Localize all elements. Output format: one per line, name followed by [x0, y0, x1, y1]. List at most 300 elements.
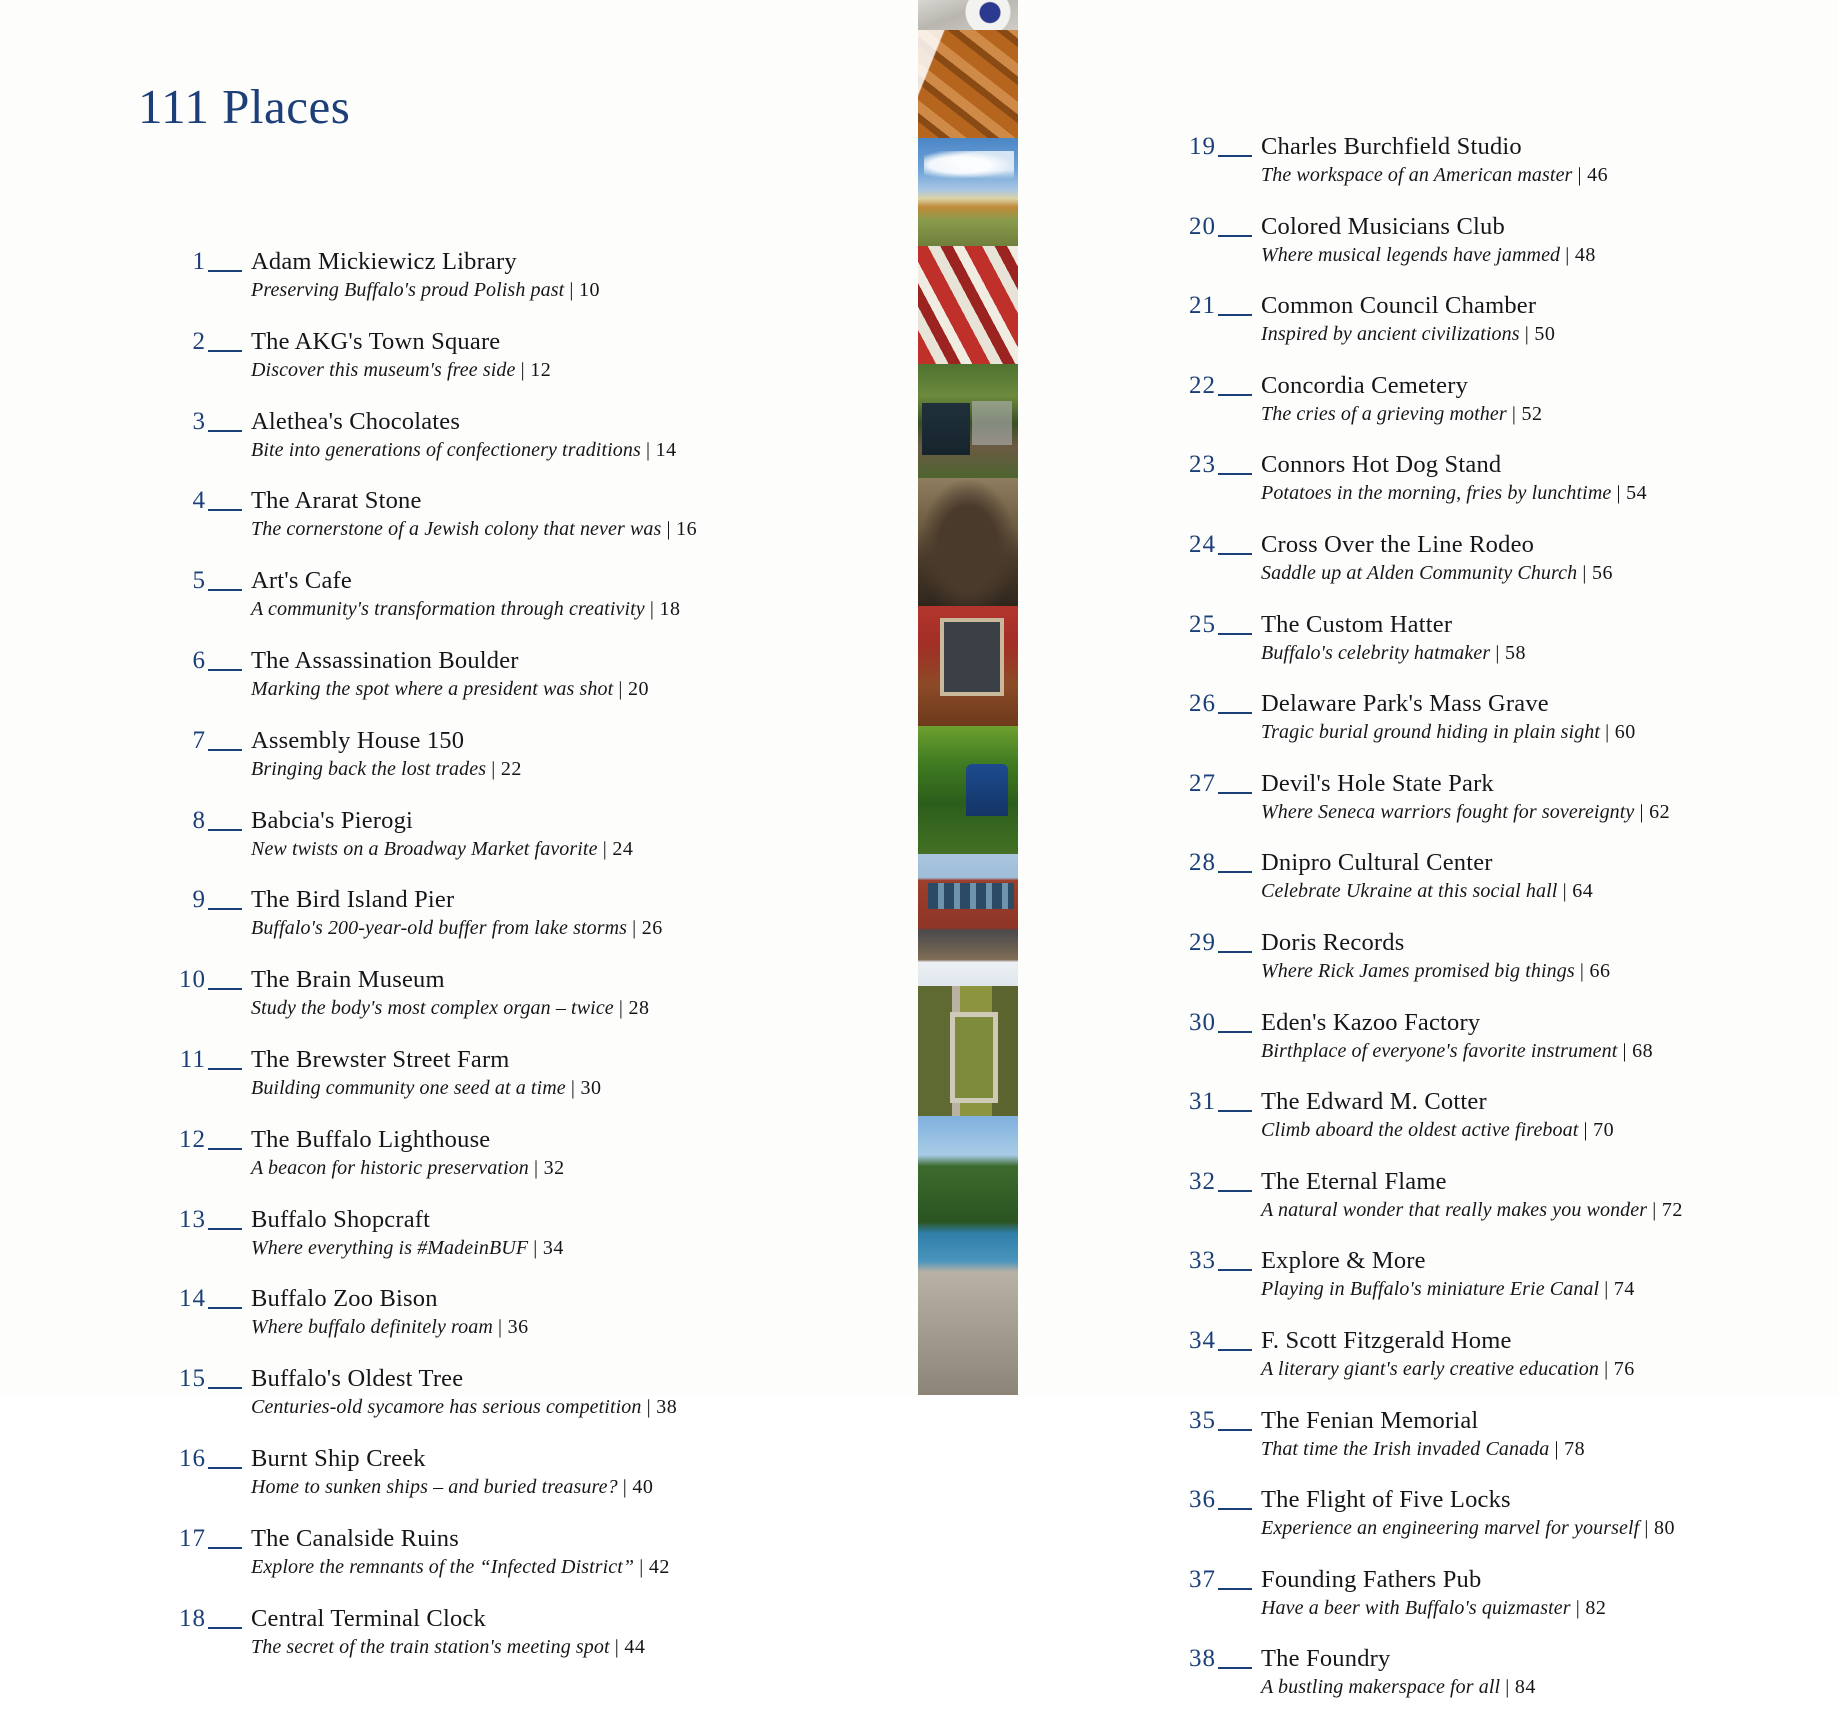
- toc-entry-number: 23: [1189, 451, 1216, 479]
- toc-entry-separator: |: [618, 997, 624, 1020]
- toc-entry-title[interactable]: Common Council Chamber: [1261, 292, 1537, 320]
- toc-entry-subtitle: [1261, 480, 1800, 506]
- toc-entry-subtitle: [1261, 719, 1800, 745]
- toc-entry-title[interactable]: Delaware Park's Mass Grave: [1261, 690, 1549, 718]
- toc-entry[interactable]: [1160, 531, 1800, 587]
- toc-entry-page-number: 84: [1514, 1676, 1536, 1699]
- toc-entry-body: [1261, 531, 1800, 586]
- toc-entry[interactable]: [150, 1206, 770, 1262]
- toc-entry-body: [251, 1605, 770, 1660]
- toc-entry-separator: |: [533, 1156, 539, 1179]
- toc-entry-subtitle-text: Have a beer with Buffalo's quizmaster: [1261, 1596, 1571, 1619]
- toc-entry-body: [251, 1285, 770, 1340]
- toc-entry[interactable]: [150, 567, 770, 623]
- chalkboard-sign-photo: [918, 606, 1018, 726]
- toc-entry-number: 38: [1189, 1645, 1216, 1673]
- toc-entry-title[interactable]: The Assassination Boulder: [251, 646, 519, 674]
- toc-entry-body: [1261, 690, 1800, 745]
- toc-entry-rule: [208, 1307, 242, 1309]
- toc-entry-separator: |: [602, 837, 608, 860]
- toc-entry-subtitle: [1261, 321, 1800, 347]
- toc-entry-title[interactable]: Alethea's Chocolates: [251, 407, 461, 435]
- toc-entry-subtitle: [251, 516, 770, 542]
- toc-entry-page-number: 42: [648, 1555, 670, 1578]
- toc-entry-title[interactable]: Cross Over the Line Rodeo: [1261, 530, 1535, 558]
- toc-entry-body: [251, 1206, 770, 1261]
- toc-entry-page-number: 12: [530, 358, 552, 381]
- toc-entry-title[interactable]: Dnipro Cultural Center: [1261, 849, 1493, 877]
- toc-entry-subtitle-text: Birthplace of everyone's favorite instrument: [1261, 1039, 1618, 1062]
- toc-entry-separator: |: [1505, 1676, 1510, 1699]
- toc-entry[interactable]: [1160, 372, 1800, 428]
- toc-entry-rule: [208, 1627, 242, 1629]
- toc-entry-body: [251, 807, 770, 862]
- toc-entry-number: 28: [1189, 849, 1216, 877]
- toc-entry-number: 21: [1189, 292, 1216, 320]
- toc-entry[interactable]: [1160, 611, 1800, 667]
- toc-entry-number: 8: [192, 806, 206, 834]
- toc-entry-subtitle-text: Climb aboard the oldest active fireboat: [1261, 1119, 1579, 1142]
- toc-entry-title[interactable]: Devil's Hole State Park: [1261, 769, 1494, 797]
- toc-entry-separator: |: [533, 1236, 538, 1259]
- toc-entry-rule: [208, 270, 242, 272]
- toc-entry-page-number: 78: [1564, 1437, 1586, 1460]
- toc-entry-subtitle: [1261, 1356, 1800, 1382]
- toc-entry-subtitle: [1261, 640, 1800, 666]
- toc-entry[interactable]: [150, 807, 770, 863]
- toc-entry-rule: [1218, 473, 1252, 475]
- toc-list-left: [150, 248, 770, 1684]
- toc-entry-body: [1261, 1088, 1800, 1143]
- toc-entry-body: [251, 886, 770, 941]
- pottery-plate-photo: [918, 0, 1018, 30]
- toc-entry-title[interactable]: The AKG's Town Square: [251, 327, 501, 355]
- toc-entry-subtitle: [251, 1634, 770, 1660]
- toc-entry-title[interactable]: The Buffalo Lighthouse: [251, 1125, 491, 1153]
- toc-entry-subtitle-text: A community's transformation through creativity: [251, 598, 645, 621]
- bread-loaves-photo: [918, 30, 1018, 138]
- toc-entry-subtitle-text: Bite into generations of confectionery traditions: [251, 438, 641, 461]
- toc-entry-rule: [1218, 1031, 1252, 1033]
- toc-entry-title[interactable]: The Edward M. Cotter: [1261, 1088, 1487, 1116]
- toc-entry-rule: [208, 1148, 242, 1150]
- toc-entry-number: 7: [192, 726, 206, 754]
- toc-entry-title[interactable]: The Canalside Ruins: [251, 1524, 459, 1552]
- toc-entry-body: [251, 1126, 770, 1181]
- toc-entry-subtitle: [251, 836, 770, 862]
- toc-entry[interactable]: [150, 1365, 770, 1421]
- toc-entry[interactable]: [150, 966, 770, 1022]
- toc-entry-title[interactable]: Central Terminal Clock: [251, 1604, 486, 1632]
- toc-entry-separator: |: [520, 358, 526, 381]
- toc-entry[interactable]: [1160, 1407, 1800, 1463]
- toc-entry-subtitle-text: A bustling makerspace for all: [1261, 1676, 1501, 1699]
- toc-entry-subtitle: [251, 1075, 770, 1101]
- toc-entry[interactable]: [150, 248, 770, 304]
- toc-entry-subtitle-text: Where everything is #MadeinBUF: [251, 1236, 529, 1259]
- toc-entry-separator: |: [1554, 1437, 1560, 1460]
- toc-entry-page-number: 30: [580, 1076, 602, 1099]
- toc-entry-separator: |: [1605, 721, 1610, 744]
- toc-entry-title[interactable]: Assembly House 150: [251, 726, 465, 754]
- toc-entry-number: 2: [192, 327, 206, 355]
- toc-entry-subtitle: [1261, 1117, 1800, 1143]
- toc-entry[interactable]: [1160, 1009, 1800, 1065]
- toc-entry-page-number: 48: [1574, 243, 1596, 266]
- toc-entry[interactable]: [1160, 690, 1800, 746]
- toc-entry[interactable]: [1160, 770, 1800, 826]
- toc-entry[interactable]: [1160, 1645, 1800, 1701]
- toc-entry-number: 33: [1189, 1247, 1216, 1275]
- toc-entry-subtitle: [251, 357, 770, 383]
- toc-entry-subtitle-text: The cornerstone of a Jewish colony that never was: [251, 518, 662, 541]
- toc-entry-subtitle-text: Building community one seed at a time: [251, 1076, 566, 1099]
- toc-entry[interactable]: [1160, 1327, 1800, 1383]
- toc-entry-subtitle-text: Marking the spot where a president was shot: [251, 677, 614, 700]
- toc-entry-subtitle: [251, 756, 770, 782]
- toc-entry[interactable]: [150, 1046, 770, 1102]
- toc-entry-number: 30: [1189, 1008, 1216, 1036]
- toc-entry[interactable]: [150, 328, 770, 384]
- toc-entry-body: [1261, 1645, 1800, 1700]
- toc-entry-body: [251, 727, 770, 782]
- toc-entry-body: [1261, 1168, 1800, 1223]
- toc-entry-rule: [1218, 633, 1252, 635]
- toc-entry-body: [251, 1445, 770, 1500]
- toc-entry-page-number: 26: [641, 917, 663, 940]
- toc-entry-rule: [208, 749, 242, 751]
- toc-entry-separator: |: [498, 1316, 503, 1339]
- toc-entry-body: [251, 966, 770, 1021]
- toc-entry[interactable]: [1160, 929, 1800, 985]
- toc-entry-page-number: 82: [1585, 1596, 1607, 1619]
- toc-entry-title[interactable]: Colored Musicians Club: [1261, 212, 1505, 240]
- toc-entry-page-number: 50: [1534, 323, 1556, 346]
- toc-entry-separator: |: [1616, 482, 1621, 505]
- toc-entry-title[interactable]: Art's Cafe: [251, 567, 352, 595]
- toc-entry-subtitle: [251, 1394, 770, 1420]
- toc-entry-subtitle: [251, 437, 770, 463]
- toc-entry-number: 15: [179, 1365, 206, 1393]
- page-title: [138, 78, 350, 135]
- toc-entry[interactable]: [150, 1126, 770, 1182]
- toc-entry-rule: [1218, 1269, 1252, 1271]
- toc-entry-separator: |: [1622, 1039, 1627, 1062]
- toc-entry-subtitle-text: The secret of the train station's meeting spot: [251, 1635, 610, 1658]
- toc-entry-rule: [1218, 1588, 1252, 1590]
- toc-entry-subtitle-text: Centuries-old sycamore has serious competition: [251, 1396, 642, 1419]
- toc-entry[interactable]: [1160, 451, 1800, 507]
- toc-entry-number: 34: [1189, 1326, 1216, 1354]
- toc-entry-subtitle: [251, 915, 770, 941]
- toc-entry-title[interactable]: The Brain Museum: [251, 966, 445, 994]
- toc-entry-title[interactable]: Adam Mickiewicz Library: [251, 248, 517, 275]
- toc-entry-page-number: 28: [628, 997, 650, 1020]
- toc-entry-separator: |: [1604, 1278, 1609, 1301]
- toc-entry-body: [1261, 372, 1800, 427]
- toc-entry-body: [1261, 1327, 1800, 1382]
- toc-entry-separator: |: [1583, 1119, 1589, 1142]
- toc-entry-title[interactable]: The Foundry: [1261, 1645, 1391, 1673]
- toc-entry-separator: |: [1524, 323, 1530, 346]
- toc-entry-body: [251, 1365, 770, 1420]
- toc-entry-separator: |: [1577, 164, 1583, 186]
- toc-entry-title[interactable]: Connors Hot Dog Stand: [1261, 451, 1502, 479]
- toc-entry-rule: [1218, 792, 1252, 794]
- toc-entry-subtitle: [1261, 1276, 1800, 1302]
- toc-entry-rule: [208, 589, 242, 591]
- toc-entry-rule: [1218, 1110, 1252, 1112]
- toc-entry-rule: [208, 509, 242, 511]
- toc-entry-subtitle-text: Experience an engineering marvel for yourself: [1261, 1517, 1640, 1540]
- toc-entry-rule: [208, 1387, 242, 1389]
- toc-entry-body: [1261, 213, 1800, 268]
- toc-entry-page-number: 68: [1632, 1039, 1654, 1062]
- river-gorge-photo: [918, 1116, 1018, 1395]
- toc-entry-subtitle: [1261, 1674, 1800, 1700]
- toc-entry-separator: |: [1579, 959, 1585, 982]
- toc-entry-title[interactable]: The Fenian Memorial: [1261, 1406, 1479, 1434]
- toc-entry-subtitle-text: Tragic burial ground hiding in plain sight: [1261, 721, 1601, 744]
- toc-entry-subtitle: [1261, 1595, 1800, 1621]
- toc-entry-page-number: 38: [656, 1396, 678, 1419]
- toc-entry-title[interactable]: Concordia Cemetery: [1261, 371, 1469, 399]
- toc-entry-subtitle-text: Buffalo's celebrity hatmaker: [1261, 641, 1491, 664]
- toc-entry-rule: [208, 430, 242, 432]
- toc-entry-number: 3: [192, 407, 206, 435]
- toc-entry[interactable]: [1160, 292, 1800, 348]
- toc-entry-number: 4: [192, 487, 206, 515]
- community-garden-photo: [918, 726, 1018, 854]
- toc-entry[interactable]: [1160, 213, 1800, 269]
- toc-entry-page-number: 56: [1592, 561, 1613, 584]
- toc-entry-rule: [208, 669, 242, 671]
- toc-entry[interactable]: [1160, 133, 1800, 189]
- toc-entry-page-number: 46: [1587, 164, 1609, 186]
- toc-entry[interactable]: [1160, 1088, 1800, 1144]
- toc-entry-body: [1261, 1009, 1800, 1064]
- toc-entry-body: [1261, 1566, 1800, 1621]
- autumn-sky-field-photo: [918, 138, 1018, 246]
- toc-entry-title[interactable]: Charles Burchfield Studio: [1261, 133, 1522, 160]
- canal-lock-photo: [918, 986, 1018, 1116]
- toc-entry[interactable]: [150, 487, 770, 543]
- toc-entry-number: 29: [1189, 928, 1216, 956]
- toc-entry-subtitle: [1261, 1197, 1800, 1223]
- toc-entry-page-number: 76: [1613, 1357, 1635, 1380]
- toc-entry-body: [251, 328, 770, 383]
- toc-entry-separator: |: [1604, 1357, 1609, 1380]
- toc-entry-rule: [1218, 1190, 1252, 1192]
- toc-entry-number: 10: [179, 966, 206, 994]
- toc-entry-rule: [1218, 553, 1252, 555]
- toc-entry-subtitle: [1261, 1436, 1800, 1462]
- toc-entry[interactable]: [1160, 1486, 1800, 1542]
- toc-entry[interactable]: [1160, 1168, 1800, 1224]
- toc-entry-subtitle-text: Potatoes in the morning, fries by lunchtime: [1261, 482, 1612, 505]
- toc-entry-page-number: 16: [676, 518, 698, 541]
- toc-entry-title[interactable]: Explore & More: [1261, 1247, 1426, 1275]
- toc-entry-page-number: 64: [1572, 880, 1594, 903]
- toc-entry-body: [1261, 770, 1800, 825]
- toc-entry-rule: [208, 1547, 242, 1549]
- toc-entry-separator: |: [569, 279, 574, 301]
- toc-entry[interactable]: [150, 1445, 770, 1501]
- toc-entry-number: 22: [1189, 371, 1216, 399]
- toc-entry-separator: |: [491, 757, 496, 780]
- toc-entry-separator: |: [649, 598, 655, 621]
- toc-entry-number: 27: [1189, 769, 1216, 797]
- toc-entry[interactable]: [150, 727, 770, 783]
- toc-entry-number: 16: [179, 1444, 206, 1472]
- page-title-word: Places: [222, 79, 351, 134]
- photo-strip: [918, 0, 1018, 1395]
- toc-entry-rule: [1218, 1429, 1252, 1431]
- toc-entry-number: 13: [179, 1205, 206, 1233]
- toc-entry-title[interactable]: Doris Records: [1261, 928, 1405, 956]
- toc-entry-subtitle: [251, 1474, 770, 1500]
- toc-entry-body: [251, 1046, 770, 1101]
- red-white-sticks-photo: [918, 246, 1018, 364]
- toc-entry-body: [251, 408, 770, 463]
- toc-entry-subtitle: [251, 1155, 770, 1181]
- toc-entry-number: 31: [1189, 1088, 1216, 1116]
- toc-entry-subtitle-text: Study the body's most complex organ – twice: [251, 997, 614, 1020]
- toc-entry-title[interactable]: The Brewster Street Farm: [251, 1045, 510, 1073]
- toc-entry-number: 24: [1189, 530, 1216, 558]
- toc-entry-page-number: 22: [500, 757, 522, 780]
- toc-entry-separator: |: [666, 518, 672, 541]
- toc-entry-separator: |: [622, 1475, 628, 1498]
- toc-entry-rule: [1218, 1667, 1252, 1669]
- toc-entry-separator: |: [1652, 1198, 1657, 1221]
- toc-entry-rule: [1218, 1508, 1252, 1510]
- toc-entry-subtitle: [251, 995, 770, 1021]
- toc-entry-subtitle: [1261, 401, 1800, 427]
- toc-entry-title[interactable]: Eden's Kazoo Factory: [1261, 1008, 1481, 1036]
- toc-entry-number: 1: [192, 248, 206, 275]
- toc-entry-rule: [1218, 314, 1252, 316]
- toc-entry[interactable]: [150, 1605, 770, 1661]
- toc-entry-body: [1261, 849, 1800, 904]
- toc-entry[interactable]: [1160, 1566, 1800, 1622]
- toc-entry-number: 5: [192, 567, 206, 595]
- toc-entry-page-number: 66: [1589, 959, 1611, 982]
- toc-entry-title[interactable]: The Bird Island Pier: [251, 886, 455, 914]
- toc-entry-title[interactable]: The Eternal Flame: [1261, 1167, 1447, 1195]
- toc-entry-body: [1261, 1247, 1800, 1302]
- toc-entry-rule: [1218, 235, 1252, 237]
- toc-entry-subtitle-text: Where buffalo definitely roam: [251, 1316, 493, 1339]
- toc-entry-subtitle: [1261, 242, 1800, 268]
- toc-entry-title[interactable]: The Flight of Five Locks: [1261, 1486, 1511, 1514]
- toc-entry-separator: |: [632, 917, 637, 940]
- toc-entry-page-number: 62: [1649, 800, 1671, 823]
- toc-entry-page-number: 74: [1613, 1278, 1635, 1301]
- toc-entry-rule: [1218, 871, 1252, 873]
- toc-entry-subtitle-text: A beacon for historic preservation: [251, 1156, 529, 1179]
- toc-entry-title[interactable]: Buffalo Shopcraft: [251, 1205, 431, 1233]
- toc-entry-body: [1261, 451, 1800, 506]
- toc-entry-page-number: 70: [1593, 1119, 1615, 1142]
- toc-entry-number: 35: [1189, 1406, 1216, 1434]
- toc-entry-separator: |: [1565, 243, 1570, 266]
- toc-entry-subtitle-text: Celebrate Ukraine at this social hall: [1261, 880, 1558, 903]
- toc-entry-title[interactable]: Buffalo Zoo Bison: [251, 1285, 438, 1313]
- toc-entry-number: 26: [1189, 690, 1216, 718]
- toc-entry-title[interactable]: Babcia's Pierogi: [251, 806, 414, 834]
- toc-entry-body: [1261, 133, 1800, 188]
- toc-entry-title[interactable]: The Ararat Stone: [251, 487, 422, 515]
- toc-entry[interactable]: [1160, 1247, 1800, 1303]
- toc-entry-body: [251, 647, 770, 702]
- toc-entry-subtitle: [251, 1554, 770, 1580]
- toc-entry-subtitle-text: Where musical legends have jammed: [1261, 243, 1561, 266]
- toc-entry-page-number: 34: [542, 1236, 564, 1259]
- toc-entry-title[interactable]: F. Scott Fitzgerald Home: [1261, 1326, 1512, 1354]
- bison-photo: [918, 478, 1018, 606]
- toc-entry-title[interactable]: The Custom Hatter: [1261, 610, 1453, 638]
- toc-entry-separator: |: [1582, 561, 1587, 584]
- toc-entry-page-number: 80: [1654, 1517, 1676, 1540]
- toc-entry-body: [251, 248, 770, 303]
- toc-entry[interactable]: [150, 408, 770, 464]
- toc-entry-subtitle: [1261, 878, 1800, 904]
- toc-entry-body: [251, 1525, 770, 1580]
- toc-entry-body: [1261, 1407, 1800, 1462]
- toc-entry-subtitle-text: Where Seneca warriors fought for sovereignty: [1261, 800, 1635, 823]
- toc-entry-page-number: 24: [612, 837, 634, 860]
- toc-entry-subtitle-text: Preserving Buffalo's proud Polish past: [251, 279, 565, 301]
- toc-entry-page-number: 58: [1504, 641, 1526, 664]
- toc-entry-number: 11: [179, 1045, 206, 1073]
- toc-entry[interactable]: [150, 1285, 770, 1341]
- toc-entry-subtitle: [1261, 162, 1800, 188]
- toc-entry-subtitle-text: Explore the remnants of the “Infected District”: [251, 1555, 635, 1578]
- toc-entry-rule: [208, 1228, 242, 1230]
- toc-entry-subtitle-text: Where Rick James promised big things: [1261, 959, 1575, 982]
- toc-entry-subtitle: [251, 596, 770, 622]
- toc-entry-subtitle-text: Inspired by ancient civilizations: [1261, 323, 1520, 346]
- toc-entry-subtitle-text: Buffalo's 200-year-old buffer from lake storms: [251, 917, 628, 940]
- toc-entry-separator: |: [1495, 641, 1500, 664]
- toc-entry[interactable]: [150, 647, 770, 703]
- toc-entry-rule: [208, 1068, 242, 1070]
- toc-entry-separator: |: [614, 1635, 620, 1658]
- toc-entry-page-number: 32: [543, 1156, 565, 1179]
- brick-building-photo: [918, 854, 1018, 986]
- toc-entry-subtitle: [251, 1314, 770, 1340]
- toc-entry[interactable]: [1160, 849, 1800, 905]
- toc-entry[interactable]: [150, 886, 770, 942]
- page-title-number: 111: [138, 79, 210, 134]
- toc-entry-number: 6: [192, 646, 206, 674]
- toc-entry[interactable]: [150, 1525, 770, 1581]
- historic-house-photo: [918, 364, 1018, 478]
- toc-entry-separator: |: [645, 438, 651, 461]
- toc-entry-subtitle-text: The workspace of an American master: [1261, 164, 1573, 186]
- toc-entry-title[interactable]: Founding Fathers Pub: [1261, 1565, 1482, 1593]
- toc-entry-title[interactable]: Burnt Ship Creek: [251, 1444, 426, 1472]
- toc-entry-page-number: 54: [1626, 482, 1648, 505]
- toc-entry-page-number: 18: [659, 598, 681, 621]
- toc-entry-number: 9: [192, 886, 206, 914]
- toc-entry-title[interactable]: Buffalo's Oldest Tree: [251, 1365, 464, 1393]
- toc-entry-rule: [208, 350, 242, 352]
- toc-entry-number: 12: [179, 1125, 206, 1153]
- toc-entry-subtitle: [251, 277, 770, 303]
- toc-entry-rule: [208, 988, 242, 990]
